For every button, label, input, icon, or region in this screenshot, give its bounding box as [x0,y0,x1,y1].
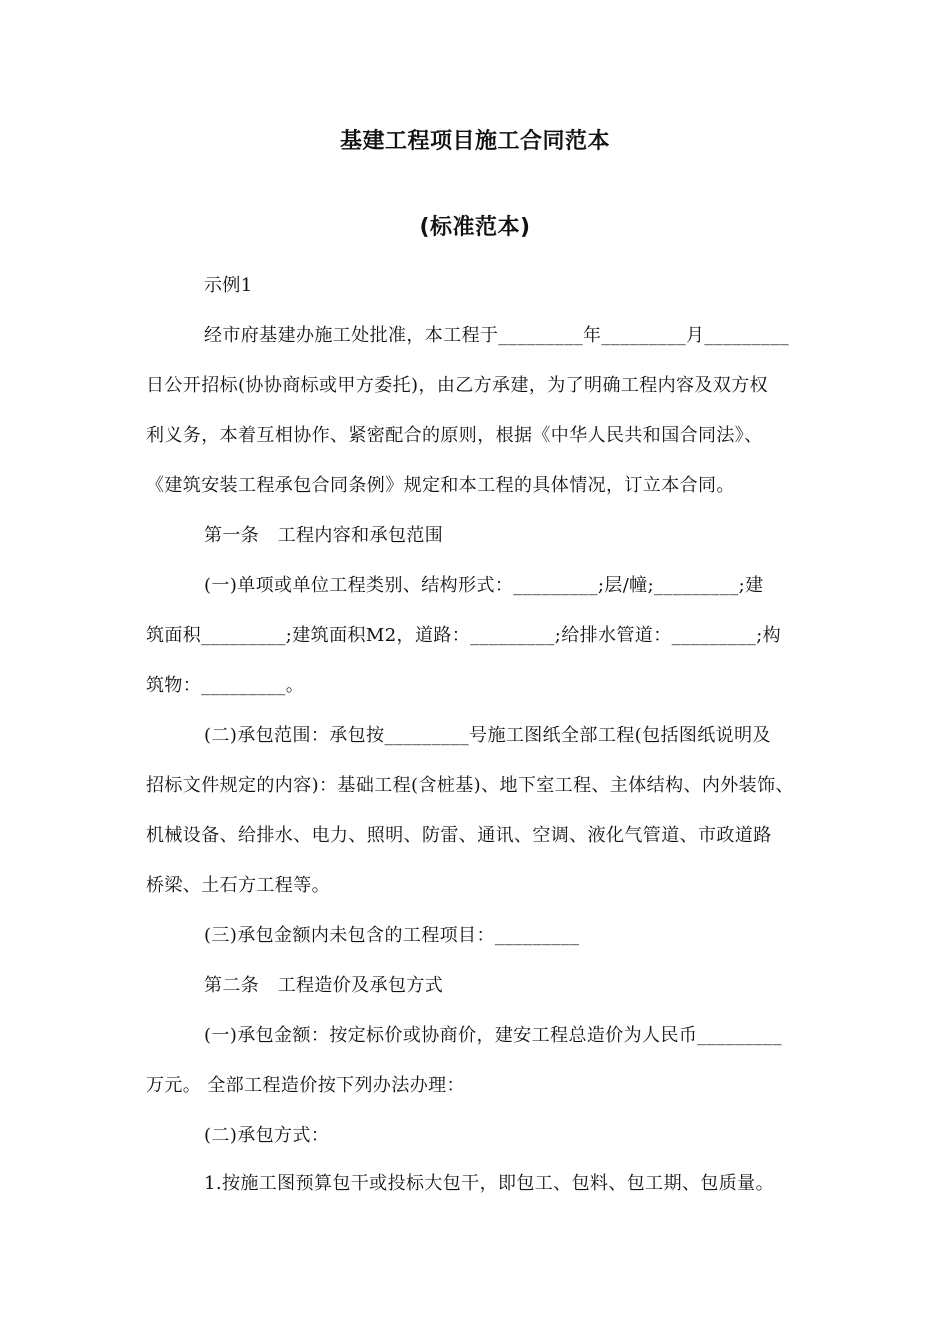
document-subtitle: (标准范本) [419,215,531,240]
document-title: 基建工程项目施工合同范本 [339,129,610,154]
paragraph-line: 万元。 全部工程造价按下列办法办理： [146,1075,465,1096]
paragraph-line: 《建筑安装工程承包合同条例》规定和本工程的具体情况，订立本合同。 [146,475,735,496]
paragraph-line: 机械设备、给排水、电力、照明、防雷、通讯、空调、液化气管道、市政道路 [146,825,772,846]
paragraph-line: 1.按施工图预算包干或投标大包干，即包工、包料、包工期、包质量。 [204,1173,774,1194]
paragraph-line: (一)承包金额：按定标价或协商价，建安工程总造价为人民币_________ [204,1025,782,1046]
paragraph-line: (一)单项或单位工程类别、结构形式：_________;层/幢;_________;建 [204,575,764,596]
paragraph-line: (二)承包范围：承包按_________号施工图纸全部工程(包括图纸说明及 [204,725,771,746]
paragraph-line: (二)承包方式： [204,1125,330,1146]
paragraph-line: 经市府基建办施工处批准，本工程于_________年_________月_________ [204,325,789,346]
paragraph-line: 招标文件规定的内容)：基础工程(含桩基)、地下室工程、主体结构、内外装饰、 [146,775,794,796]
article-heading: 第二条 工程造价及承包方式 [204,975,444,996]
paragraph-line: 日公开招标(协协商标或甲方委托)，由乙方承建，为了明确工程内容及双方权 [146,375,769,396]
article-heading: 第一条 工程内容和承包范围 [204,525,444,546]
paragraph-line: 利义务，本着互相协作、紧密配合的原则，根据《中华人民共和国合同法》、 [146,425,763,446]
paragraph-line: (三)承包金额内未包含的工程项目：_________ [204,925,580,946]
paragraph-line: 桥梁、土石方工程等。 [146,875,330,896]
example-label: 示例1 [204,275,253,296]
paragraph-line: 筑物：_________。 [146,675,305,696]
paragraph-line: 筑面积_________;建筑面积M2，道路：_________;给排水管道：_________;构 [146,625,782,646]
